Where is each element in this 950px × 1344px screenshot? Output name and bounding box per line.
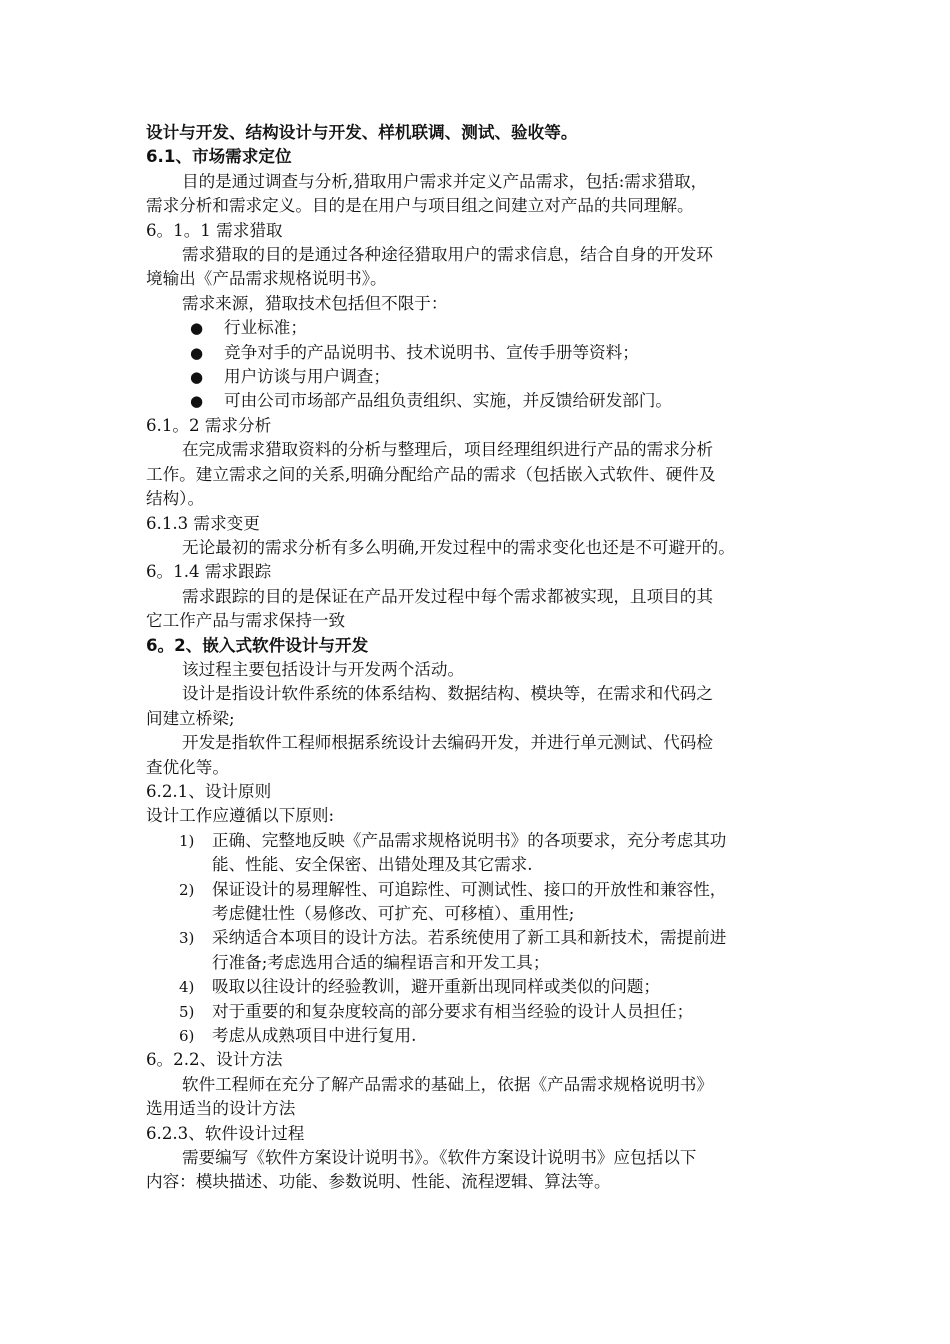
paragraph-line: 软件工程师在充分了解产品需求的基础上，依据《产品需求规格说明书》 [182, 1074, 713, 1094]
numbered-item [146, 975, 814, 999]
bullet-item [146, 365, 814, 389]
item-text: 正确、完整地反映《产品需求规格说明书》的各项要求，充分考虑其功 [212, 830, 727, 850]
paragraph-line: 需求分析和需求定义。目的是在用户与项目组之间建立对产品的共同理解。 [146, 196, 694, 216]
paragraph-line: 结构）。 [146, 489, 205, 509]
numbered-item [146, 878, 814, 927]
item-text: 行准备;考虑选用合适的编程语言和开发工具； [212, 952, 550, 972]
paragraph-line: 该过程主要包括设计与开发两个活动。 [182, 659, 465, 679]
bullet-item [146, 389, 814, 413]
subsection-heading: 6.1。2 需求分析 [146, 415, 272, 435]
numbered-item [146, 1000, 814, 1024]
bullet-text: 可由公司市场部产品组负责组织、实施，并反馈给研发部门。 [224, 391, 673, 411]
bullet-icon: ● [190, 368, 204, 387]
bullet-text: 用户访谈与用户调查； [224, 367, 390, 387]
subsection-heading: 6.2.1、设计原则 [146, 781, 272, 801]
paragraph-line: 查优化等。 [146, 757, 229, 777]
section-heading: 6。2、嵌入式软件设计与开发 [146, 635, 369, 655]
bullet-text: 竞争对手的产品说明书、技术说明书、宣传手册等资料； [224, 342, 639, 362]
bullet-item [146, 341, 814, 365]
bullet-item [146, 316, 814, 340]
document-body [146, 121, 814, 1195]
paragraph-line: 需求猎取的目的是通过各种途径猎取用户的需求信息，结合自身的开发环 [182, 245, 713, 265]
numbered-item [146, 1024, 814, 1048]
subsection-heading: 6.2.3、软件设计过程 [146, 1123, 305, 1143]
item-number: 5) [179, 1002, 195, 1021]
paragraph-line: 无论最初的需求分析有多么明确,开发过程中的需求变化也还是不可避开的。 [182, 537, 735, 557]
numbered-item [146, 926, 814, 975]
paragraph-line: 目的是通过调查与分析,猎取用户需求并定义产品需求，包括:需求猎取， [182, 171, 708, 191]
item-text: 对于重要的和复杂度较高的部分要求有相当经验的设计人员担任； [212, 1001, 694, 1021]
item-text: 考虑健壮性（易修改、可扩充、可移植）、重用性; [212, 904, 575, 923]
item-text: 吸取以往设计的经验教训，避开重新出现同样或类似的问题； [212, 977, 661, 997]
item-number: 1) [179, 831, 195, 850]
paragraph-line: 间建立桥梁; [146, 708, 235, 728]
item-text: 采纳适合本项目的设计方法。若系统使用了新工具和新技术，需提前进 [212, 928, 727, 948]
item-text: 能、性能、安全保密、出错处理及其它需求. [212, 855, 533, 875]
paragraph-line: 它工作产品与需求保持一致 [146, 611, 346, 631]
subsection-heading: 6。1.4 需求跟踪 [146, 562, 272, 582]
paragraph-line: 工作。建立需求之间的关系,明确分配给产品的需求（包括嵌入式软件、硬件及 [146, 464, 716, 484]
paragraph-line: 内容：模块描述、功能、参数说明、性能、流程逻辑、算法等。 [146, 1172, 611, 1192]
item-text: 保证设计的易理解性、可追踪性、可测试性、接口的开放性和兼容性， [212, 879, 727, 899]
paragraph-line: 设计工作应遵循以下原则: [146, 806, 335, 826]
paragraph-line: 境输出《产品需求规格说明书》。 [146, 269, 387, 289]
numbered-item [146, 829, 814, 878]
paragraph-line: 在完成需求猎取资料的分析与整理后，项目经理组织进行产品的需求分析 [182, 440, 713, 460]
paragraph-line: 选用适当的设计方法 [146, 1099, 296, 1119]
item-text: 考虑从成熟项目中进行复用. [212, 1026, 417, 1046]
bullet-icon: ● [190, 319, 204, 338]
subsection-heading: 6。1。1 需求猎取 [146, 220, 283, 240]
item-number: 3) [179, 929, 195, 948]
paragraph-line: 开发是指软件工程师根据系统设计去编码开发，并进行单元测试、代码检 [182, 733, 713, 753]
subsection-heading: 6.1.3 需求变更 [146, 513, 260, 533]
item-number: 6) [179, 1027, 195, 1046]
bullet-icon: ● [190, 343, 204, 362]
item-number: 4) [179, 978, 195, 997]
bullet-text: 行业标准； [224, 318, 307, 338]
item-number: 2) [179, 880, 195, 899]
paragraph-line: 需求跟踪的目的是保证在产品开发过程中每个需求都被实现，且项目的其 [182, 586, 713, 606]
section-heading: 6.1、市场需求定位 [146, 147, 292, 167]
paragraph-line: 需求来源，猎取技术包括但不限于： [182, 293, 448, 313]
bullet-icon: ● [190, 392, 204, 411]
subsection-heading: 6。2.2、设计方法 [146, 1050, 283, 1070]
paragraph-line: 设计是指设计软件系统的体系结构、数据结构、模块等，在需求和代码之 [182, 684, 713, 704]
paragraph-line: 需要编写《软件方案设计说明书》。《软件方案设计说明书》应包括以下 [182, 1148, 697, 1168]
paragraph-line: 设计与开发、结构设计与开发、样机联调、测试、验收等。 [146, 123, 578, 142]
